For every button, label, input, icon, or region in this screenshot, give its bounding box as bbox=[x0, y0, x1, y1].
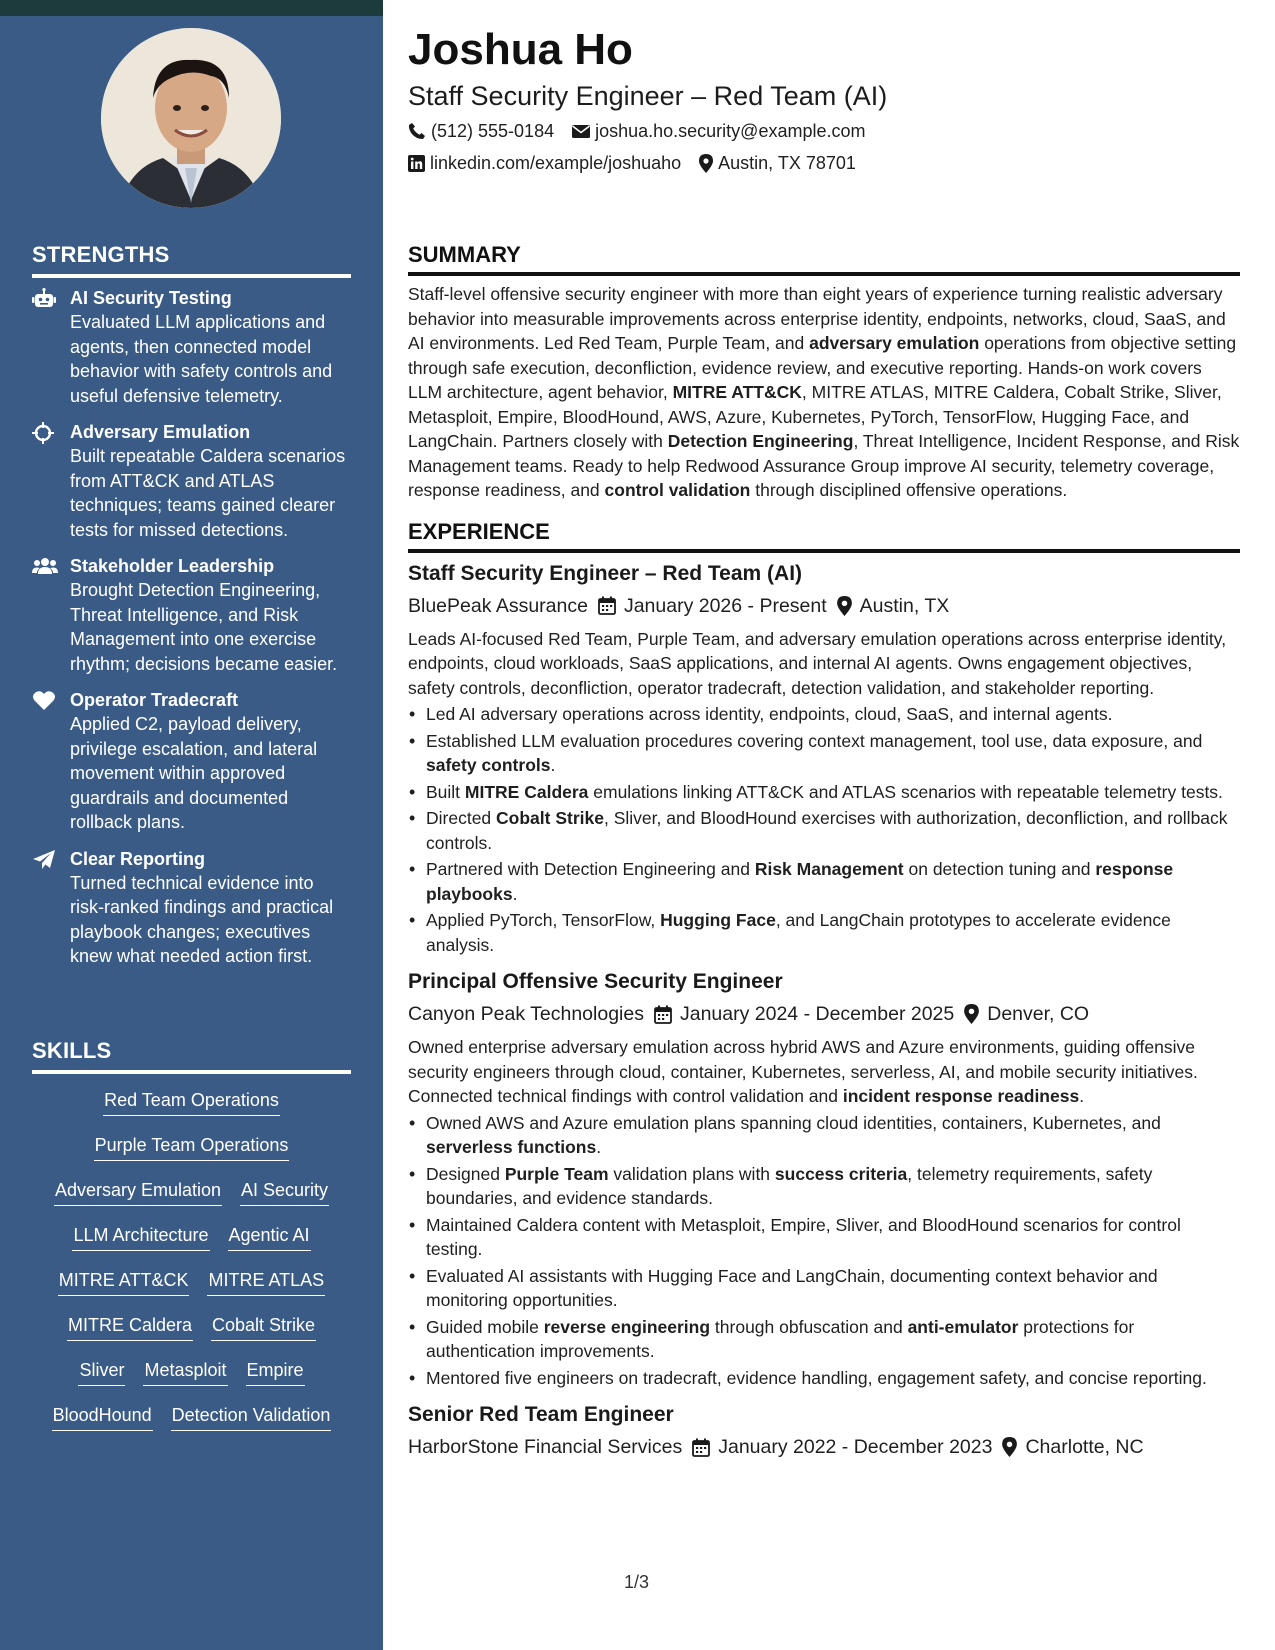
calendar-icon bbox=[654, 1005, 672, 1024]
skill-tag: Agentic AI bbox=[228, 1221, 311, 1251]
strength-desc: Applied C2, payload delivery, privilege escalation, and lateral movement within approved guardrails and documented rollback plans. bbox=[70, 714, 318, 832]
contact-row bbox=[408, 116, 1240, 146]
candidate-title: Staff Security Engineer – Red Team (AI) bbox=[408, 81, 888, 111]
skill-tag: Empire bbox=[246, 1356, 305, 1386]
skill-tag: Adversary Emulation bbox=[54, 1176, 222, 1206]
strengths-heading: STRENGTHS bbox=[32, 242, 351, 278]
skill-tag: MITRE ATT&CK bbox=[58, 1266, 190, 1296]
summary-heading: SUMMARY bbox=[408, 242, 1240, 276]
heart-icon bbox=[32, 690, 56, 712]
bullet-item: • Evaluated AI assistants with Hugging Face and LangChain, documenting context behavior and monitoring opportunities. bbox=[408, 1264, 1240, 1313]
strength-desc: Evaluated LLM applications and agents, then connected model behavior with safety controls and useful defensive telemetry. bbox=[70, 312, 333, 406]
map-pin-icon bbox=[699, 154, 713, 173]
skill-row bbox=[32, 1131, 351, 1176]
skill-tag: Metasploit bbox=[143, 1356, 227, 1386]
job-description: Leads AI-focused Red Team, Purple Team, and adversary emulation operations across enterprise identity, endpoints, cloud workloads, SaaS applications, and internal AI agents. Owns engagement objectives, safety controls, deconfliction, operator tradecraft, detection validation, and stakeholder reporting. bbox=[408, 628, 1227, 698]
strength-item bbox=[32, 286, 352, 408]
skill-tag: MITRE Caldera bbox=[67, 1311, 193, 1341]
linkedin-icon bbox=[408, 155, 425, 172]
contact-linkedin[interactable] bbox=[408, 148, 681, 178]
job-bullets bbox=[408, 702, 1240, 957]
skill-row bbox=[32, 1266, 351, 1311]
page-number: 1/3 bbox=[624, 1572, 650, 1592]
skills-list bbox=[32, 1086, 351, 1446]
strength-item bbox=[32, 420, 352, 542]
sidebar-top-bar bbox=[0, 0, 383, 16]
job-location: Denver, CO bbox=[964, 999, 1089, 1029]
bullet-item: • Applied PyTorch, TensorFlow, Hugging Face, and LangChain prototypes to accelerate evidence analysis. bbox=[408, 908, 1240, 957]
skill-tag: BloodHound bbox=[52, 1401, 153, 1431]
bullet-item: • Built MITRE Caldera emulations linking ATT&CK and ATLAS scenarios with repeatable telemetry tests. bbox=[408, 780, 1240, 805]
job-title: Principal Offensive Security Engineer bbox=[408, 970, 783, 993]
strength-title: Stakeholder Leadership bbox=[70, 556, 275, 576]
contact-location bbox=[699, 148, 856, 178]
job-location: Charlotte, NC bbox=[1002, 1432, 1143, 1462]
map-pin-icon bbox=[964, 1004, 979, 1024]
strength-item bbox=[32, 688, 352, 835]
bullet-item: • Directed Cobalt Strike, Sliver, and BloodHound exercises with authorization, deconfliction, and rollback controls. bbox=[408, 806, 1240, 855]
job-bullets bbox=[408, 1111, 1240, 1391]
location-text: Austin, TX 78701 bbox=[718, 153, 856, 173]
contact-row bbox=[408, 148, 1240, 178]
bullet-item: • Maintained Caldera content with Metasploit, Empire, Sliver, and BloodHound scenarios for control testing. bbox=[408, 1213, 1240, 1262]
job-meta bbox=[408, 591, 1240, 621]
sidebar bbox=[0, 0, 383, 1650]
job-meta bbox=[408, 999, 1240, 1029]
strength-title: AI Security Testing bbox=[70, 288, 232, 308]
skill-tag: AI Security bbox=[240, 1176, 329, 1206]
bullet-item: • Owned AWS and Azure emulation plans spanning cloud identities, containers, Kubernetes, and serverless functions. bbox=[408, 1111, 1240, 1160]
strength-desc: Brought Detection Engineering, Threat Intelligence, and Risk Management into one exercise rhythm; decisions became easier. bbox=[70, 580, 338, 674]
skill-row bbox=[32, 1221, 351, 1266]
job-location: Austin, TX bbox=[837, 591, 950, 621]
envelope-icon bbox=[572, 123, 590, 139]
bullet-item: • Established LLM evaluation procedures covering context management, tool use, data exposure, and safety controls. bbox=[408, 729, 1240, 778]
bullet-item: • Mentored five engineers on tradecraft, evidence handling, engagement safety, and concise reporting. bbox=[408, 1366, 1240, 1391]
skill-row bbox=[32, 1401, 351, 1446]
job-entry bbox=[408, 967, 1240, 1390]
skill-tag: Sliver bbox=[78, 1356, 125, 1386]
strength-title: Clear Reporting bbox=[70, 848, 206, 869]
calendar-icon bbox=[598, 596, 616, 615]
summary-text: Staff-level offensive security engineer with more than eight years of experience turning realistic adversary behavior into measurable improvements across enterprise identity, endpoints, networks, cloud, SaaS, and AI environments. Led Red Team, Purple Team, and adversary emulation operations from objective setting through safe execution, deconfliction, evidence review, and executive reporting. Hands-on work covers LLM architecture, agent behavior, MITRE ATT&CK, MITRE ATLAS, MITRE Caldera, Cobalt Strike, Sliver, Metasploit, Empire, BloodHound, AWS, Azure, Kubernetes, PyTorch, TensorFlow, Hugging Face, and LangChain. Partners closely with Detection Engineering, Threat Intelligence, Incident Response, and Risk Management teams. Ready to help Redwood Assurance Group improve AI security, telemetry coverage, response readiness, and control validation through disciplined offensive operations. bbox=[408, 284, 1240, 500]
job-dates: January 2022 - December 2023 bbox=[692, 1432, 992, 1462]
skill-tag: Detection Validation bbox=[171, 1401, 332, 1431]
skill-tag: LLM Architecture bbox=[72, 1221, 209, 1251]
skill-tag: Cobalt Strike bbox=[211, 1311, 316, 1341]
skill-tag: Purple Team Operations bbox=[94, 1131, 290, 1161]
bullet-item: • Partnered with Detection Engineering and Risk Management on detection tuning and response playbooks. bbox=[408, 857, 1240, 906]
linkedin-text: linkedin.com/example/joshuaho bbox=[430, 153, 682, 173]
experience-list bbox=[408, 559, 1240, 1463]
bullet-item: • Guided mobile reverse engineering through obfuscation and anti-emulator protections for authentication improvements. bbox=[408, 1315, 1240, 1364]
skill-tag: MITRE ATLAS bbox=[207, 1266, 325, 1296]
robot-icon bbox=[32, 288, 56, 310]
skill-tag: Red Team Operations bbox=[103, 1086, 280, 1116]
strength-item bbox=[32, 554, 352, 676]
job-entry bbox=[408, 1400, 1240, 1462]
paper-plane-icon bbox=[32, 849, 56, 871]
strength-title: Operator Tradecraft bbox=[70, 690, 239, 710]
contact-email[interactable] bbox=[572, 116, 865, 146]
phone-text: (512) 555-0184 bbox=[431, 121, 555, 141]
job-company: HarborStone Financial Services bbox=[408, 1436, 683, 1458]
strength-desc: Built repeatable Caldera scenarios from ATT&CK and ATLAS techniques; teams gained clearer tests for missed detections. bbox=[70, 446, 346, 540]
strength-title: Adversary Emulation bbox=[70, 422, 251, 442]
job-description: Owned enterprise adversary emulation across hybrid AWS and Azure environments, guiding offensive security engineers through cloud, container, Kubernetes, serverless, AI, and mobile security initiatives. Connected technical findings with control validation and incident response readiness. bbox=[408, 1037, 1198, 1106]
crosshair-icon bbox=[32, 422, 56, 444]
job-dates: January 2024 - December 2025 bbox=[654, 999, 954, 1029]
skill-row bbox=[32, 1311, 351, 1356]
job-meta bbox=[408, 1432, 1240, 1462]
bullet-item: • Led AI adversary operations across identity, endpoints, cloud, SaaS, and internal agents. bbox=[408, 702, 1240, 727]
strength-desc: Turned technical evidence into risk-ranked findings and practical playbook changes; executives knew what needed action first. bbox=[70, 872, 334, 966]
skills-heading: SKILLS bbox=[32, 1038, 351, 1074]
job-entry bbox=[408, 559, 1240, 958]
skill-row bbox=[32, 1086, 351, 1131]
main-content bbox=[408, 22, 1240, 1462]
email-text: joshua.ho.security@example.com bbox=[595, 121, 866, 141]
map-pin-icon bbox=[837, 596, 852, 616]
bullet-item: • Designed Purple Team validation plans with success criteria, telemetry requirements, safety boundaries, and evidence standards. bbox=[408, 1162, 1240, 1211]
contact-phone[interactable] bbox=[408, 116, 554, 146]
candidate-name: Joshua Ho bbox=[408, 25, 633, 74]
strength-item bbox=[32, 847, 352, 969]
job-company: BluePeak Assurance bbox=[408, 594, 588, 617]
skill-row bbox=[32, 1176, 351, 1221]
experience-heading: EXPERIENCE bbox=[408, 519, 1240, 553]
phone-icon bbox=[408, 122, 426, 140]
map-pin-icon bbox=[1002, 1437, 1017, 1457]
job-title: Senior Red Team Engineer bbox=[408, 1403, 674, 1426]
skill-row bbox=[32, 1356, 351, 1401]
calendar-icon bbox=[692, 1438, 710, 1457]
job-dates: January 2026 - Present bbox=[598, 591, 827, 621]
strengths-list bbox=[32, 286, 352, 981]
job-company: Canyon Peak Technologies bbox=[408, 1003, 644, 1025]
job-title: Staff Security Engineer – Red Team (AI) bbox=[408, 561, 803, 585]
profile-photo bbox=[101, 28, 281, 208]
users-icon bbox=[32, 556, 56, 578]
